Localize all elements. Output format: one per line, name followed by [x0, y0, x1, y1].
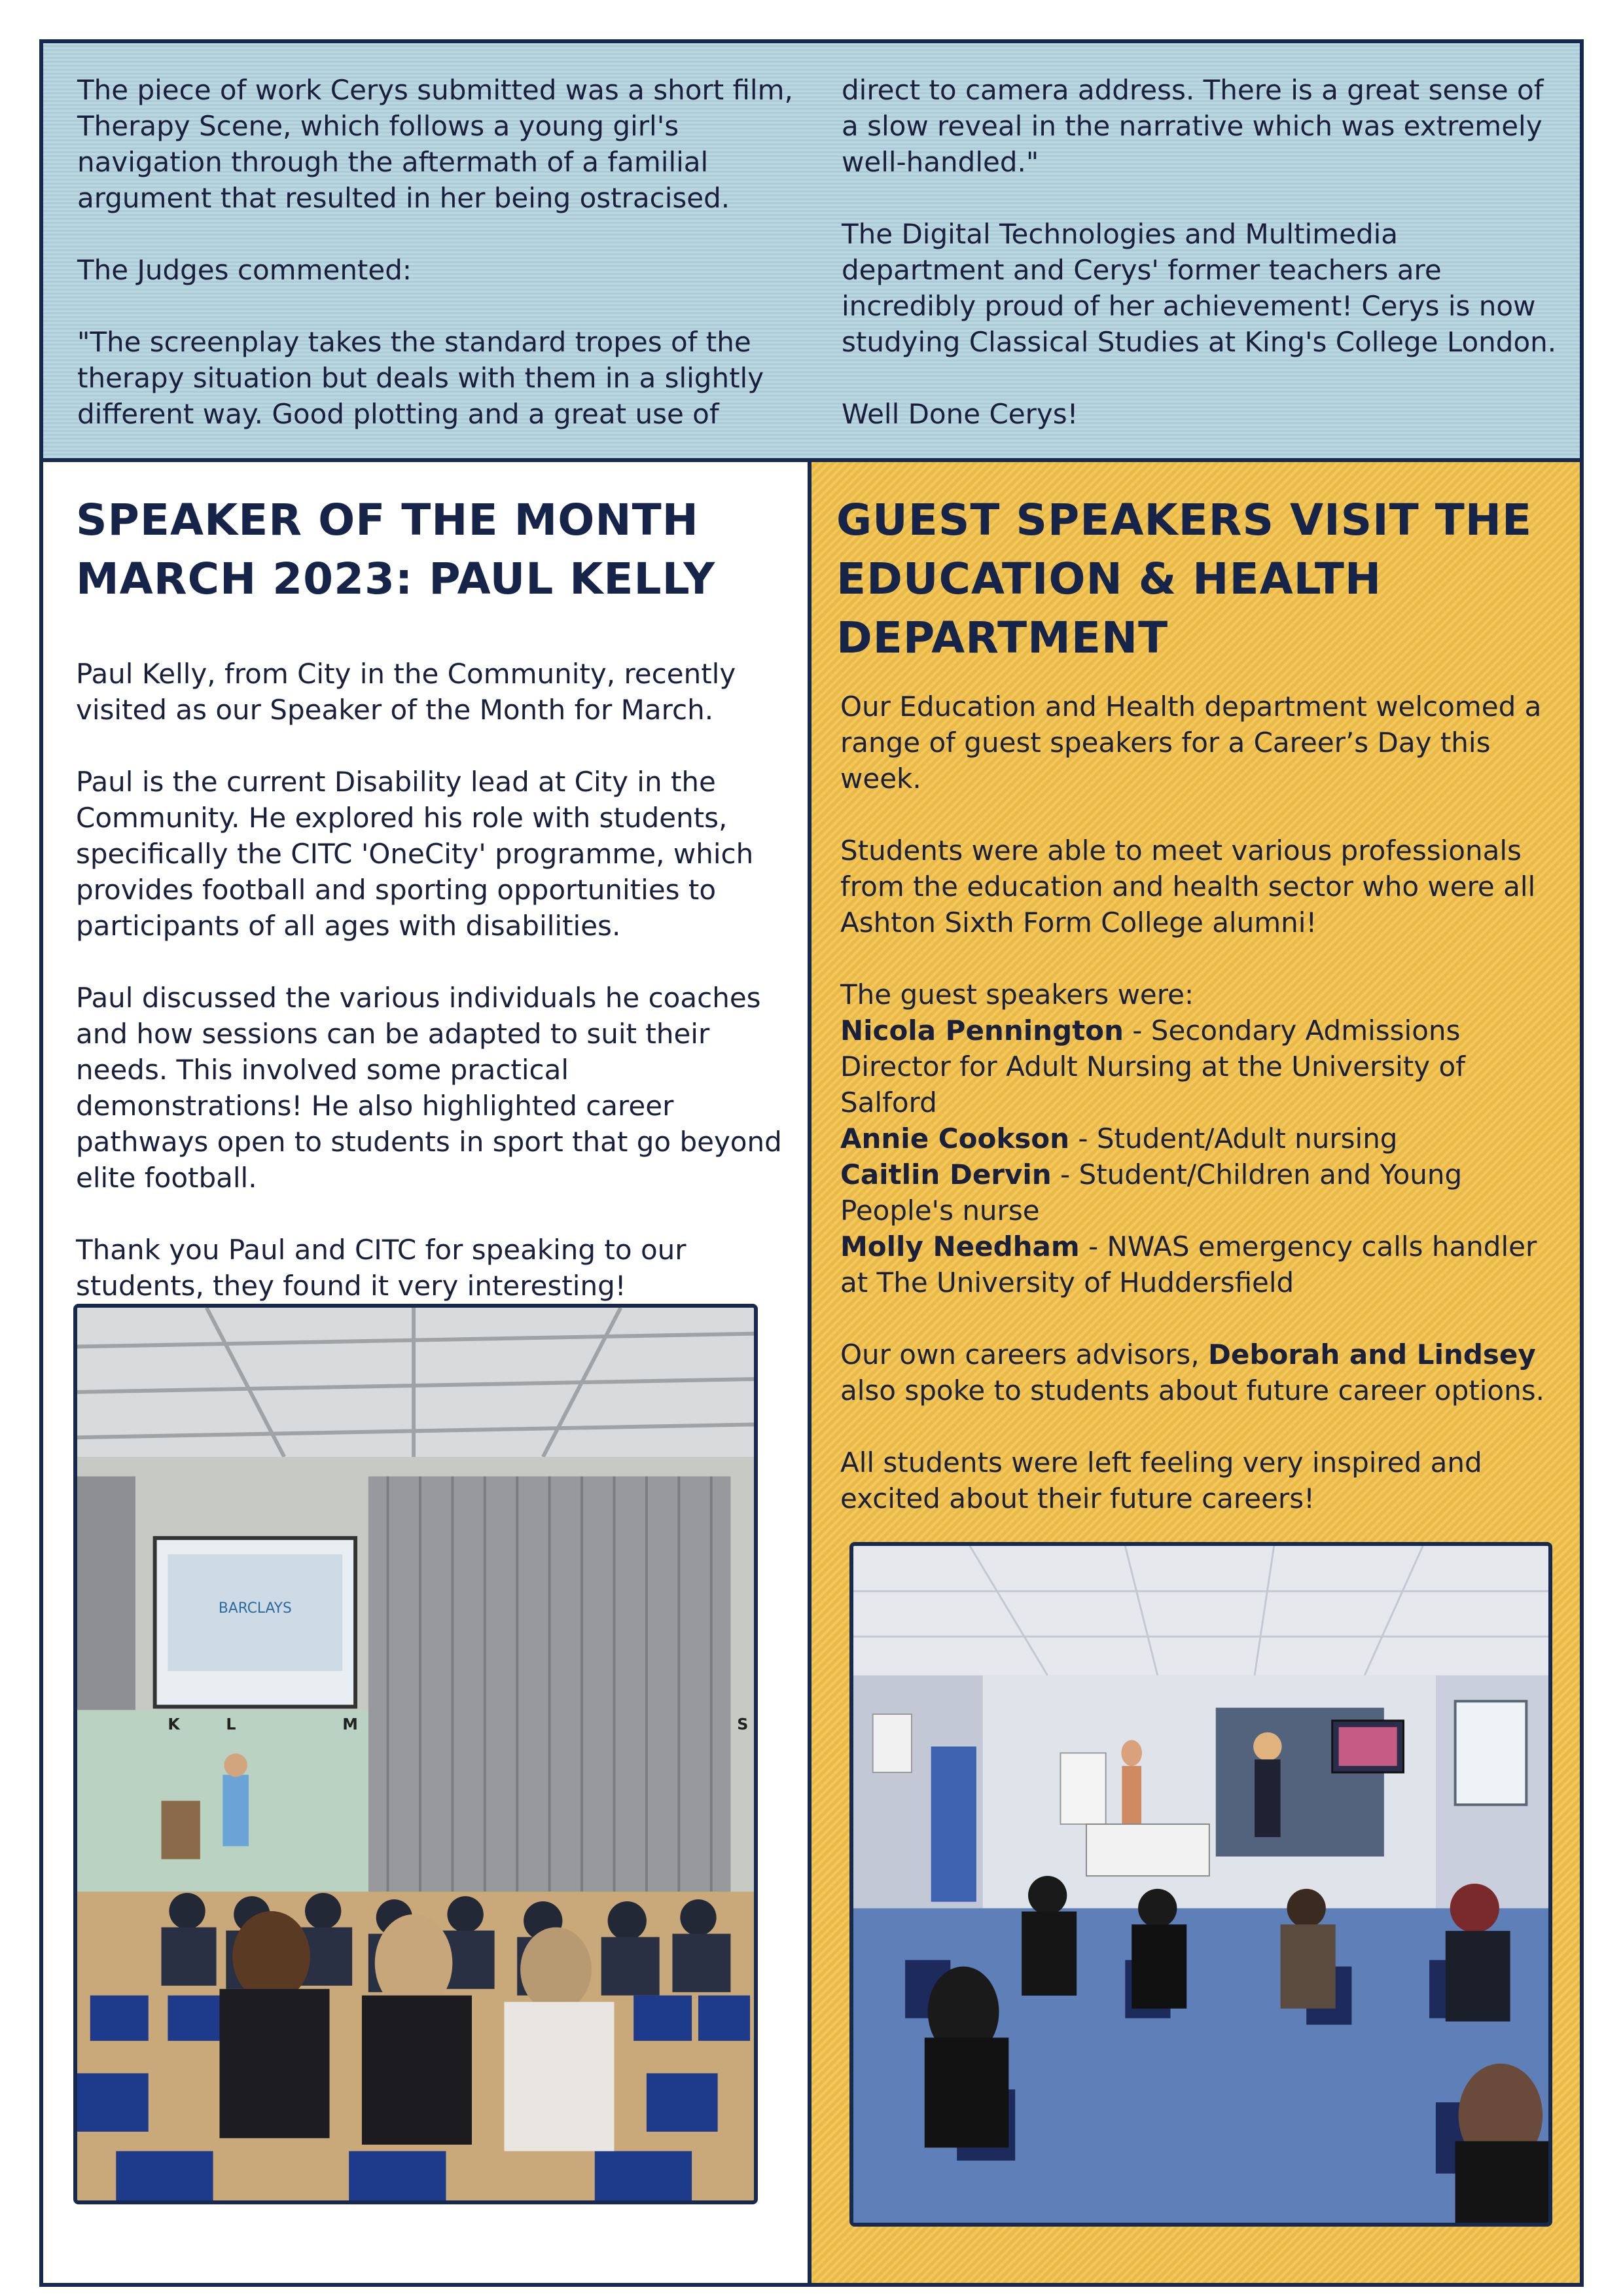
guest-speakers-body [840, 689, 1567, 1516]
speaker-of-month-body [76, 656, 783, 1304]
guest-speakers-panel [808, 458, 1584, 2287]
guest-speaker-list [840, 977, 1567, 1300]
film-story-panel [39, 39, 1584, 462]
speaker-role: - NWAS emergency calls handler at The University of Huddersfield [840, 1230, 1537, 1299]
guest-speakers-heading: GUEST SPEAKERS VISIT THE EDUCATION & HEALTH DEPARTMENT [836, 495, 1533, 663]
film-story-paragraph: The piece of work Cerys submitted was a short film, Therapy Scene, which follows a young girl's navigation through the aftermath of a familial argument that resulted in her being ostracised. [77, 74, 793, 214]
advisors-names: Deborah and Lindsey [1208, 1338, 1536, 1371]
sports-hall-photo [73, 1304, 758, 2204]
wall-letter: S [737, 1715, 749, 1734]
wall-letter: L [226, 1715, 236, 1734]
speaker-role: - Student/Adult nursing [1069, 1122, 1398, 1155]
speaker-paragraph: Paul discussed the various individuals he coaches and how sessions can be adapted to suit their needs. This involved some practical demonstrations! He also highlighted career pathways open to students in sport that go beyond elite football. [76, 982, 782, 1194]
speaker-paragraph: Paul Kelly, from City in the Community, recently visited as our Speaker of the Month for March. [76, 658, 736, 726]
advisors-post: also spoke to students about future career options. [840, 1374, 1544, 1407]
guest-intro: Our Education and Health department welcomed a range of guest speakers for a Career’s Day this week. [840, 691, 1542, 795]
speaker-role: - Student/Children and Young People's nurse [840, 1158, 1463, 1227]
film-story-col2 [842, 72, 1568, 432]
classroom-illustration [853, 1546, 1548, 2223]
advisors-pre: Our own careers advisors, [840, 1338, 1209, 1371]
speaker-name: Annie Cookson [840, 1122, 1070, 1155]
speaker-name: Molly Needham [840, 1230, 1080, 1263]
sports-hall-illustration [77, 1308, 754, 2200]
speaker-of-month-panel [39, 458, 812, 2287]
speaker-name: Nicola Pennington [840, 1014, 1124, 1047]
guest-list-intro: The guest speakers were: [840, 978, 1194, 1011]
film-story-paragraph: direct to camera address. There is a great sense of a slow reveal in the narrative which was extremely well-handled." [842, 74, 1544, 178]
film-story-paragraph: The Judges commented: [77, 254, 412, 286]
speaker-name: Caitlin Dervin [840, 1158, 1052, 1191]
wall-letter: K [168, 1715, 180, 1734]
speaker-role: - Secondary Admissions Director for Adult Nursing at the University of Salford [840, 1014, 1465, 1119]
wall-letter: M [342, 1715, 358, 1734]
guest-advisors [840, 1336, 1567, 1408]
speaker-paragraph: Paul is the current Disability lead at City in the Community. He explored his role with students, specifically the CITC 'OneCity' programme, which provides football and sporting opportunities to participants of all ages with disabilities. [76, 766, 754, 942]
screen-brand-text: BARCLAYS [218, 1600, 292, 1617]
film-story-paragraph: The Digital Technologies and Multimedia department and Cerys' former teachers are incredibly proud of her achievement! Cerys is now studying Classical Studies at King's College London. [842, 218, 1557, 358]
guest-meet: Students were able to meet various professionals from the education and health sector who were all Ashton Sixth Form College alumni! [840, 834, 1536, 939]
film-story-paragraph: "The screenplay takes the standard tropes of the therapy situation but deals with them in a slightly different way. Good plotting and a great use of [77, 326, 764, 430]
film-story-paragraph: Well Done Cerys! [842, 398, 1079, 430]
speaker-of-month-heading: SPEAKER OF THE MONTH MARCH 2023: PAUL KELLY [76, 495, 716, 604]
speaker-paragraph: Thank you Paul and CITC for speaking to our students, they found it very interesting! [76, 1234, 687, 1302]
film-story-col1 [77, 72, 797, 432]
guest-closing: All students were left feeling very inspired and excited about their future careers! [840, 1446, 1482, 1515]
classroom-photo [849, 1542, 1552, 2227]
